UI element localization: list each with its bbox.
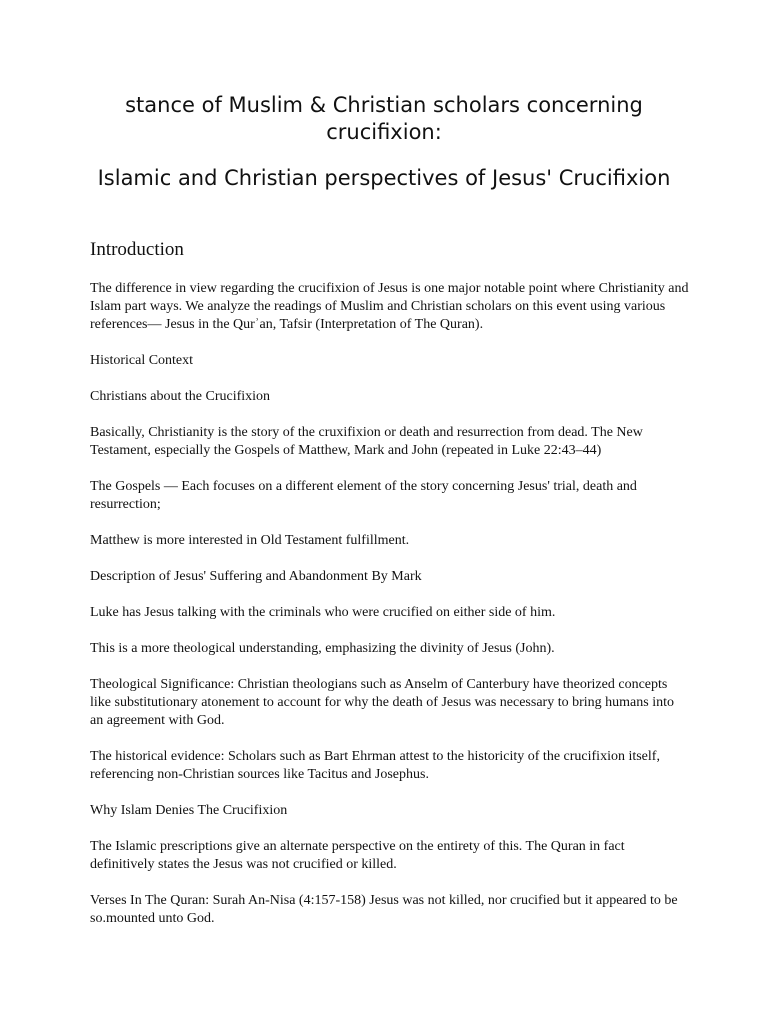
paragraph: This is a more theological understanding, emphasizing the divinity of Jesus (John). xyxy=(90,641,555,656)
paragraph: Basically, Christianity is the story of the cruxifixion or death and resurrection from dead. The New Testament, especially the Gospels of Matthew, Mark and John (repeated in Luke 22:43–44) xyxy=(90,425,643,458)
paragraph: Description of Jesus' Suffering and Abandonment By Mark xyxy=(90,569,422,584)
paragraph: Verses In The Quran: Surah An-Nisa (4:157-158) Jesus was not killed, nor crucified but it appeared to be so.mounted unto God. xyxy=(90,893,678,926)
paragraph: The Islamic prescriptions give an alternate perspective on the entirety of this. The Quran in fact definitively states the Jesus was not crucified or killed. xyxy=(90,839,625,872)
paragraph: Christians about the Crucifixion xyxy=(90,389,271,404)
paragraph: Luke has Jesus talking with the criminals who were crucified on either side of him. xyxy=(90,605,556,620)
paragraph: Matthew is more interested in Old Testament fulfillment. xyxy=(90,533,410,548)
paragraph: The historical evidence: Scholars such as Bart Ehrman attest to the historicity of the crucifixion itself, referencing non-Christian sources like Tacitus and Josephus. xyxy=(90,749,660,782)
document-subtitle: Islamic and Christian perspectives of Jesus' Crucifixion xyxy=(97,166,671,190)
paragraph: The difference in view regarding the crucifixion of Jesus is one major notable point where Christianity and Islam part ways. We analyze the readings of Muslim and Christian scholars on this event using various references— Jesus in the Qurʾan, Tafsir (Interpretation of The Quran). xyxy=(90,281,689,332)
section-heading: Introduction xyxy=(90,239,184,260)
paragraph: The Gospels — Each focuses on a different element of the story concerning Jesus' trial, death and resurrection; xyxy=(90,479,637,512)
paragraph: Historical Context xyxy=(90,353,194,368)
paragraph: Why Islam Denies The Crucifixion xyxy=(90,803,288,818)
document-body xyxy=(90,280,690,946)
document-title: stance of Muslim & Christian scholars concerning crucifixion: xyxy=(125,93,643,144)
paragraph: Theological Significance: Christian theologians such as Anselm of Canterbury have theorized concepts like substitutionary atonement to account for why the death of Jesus was necessary to bring humans into an agreement with God. xyxy=(90,677,674,728)
